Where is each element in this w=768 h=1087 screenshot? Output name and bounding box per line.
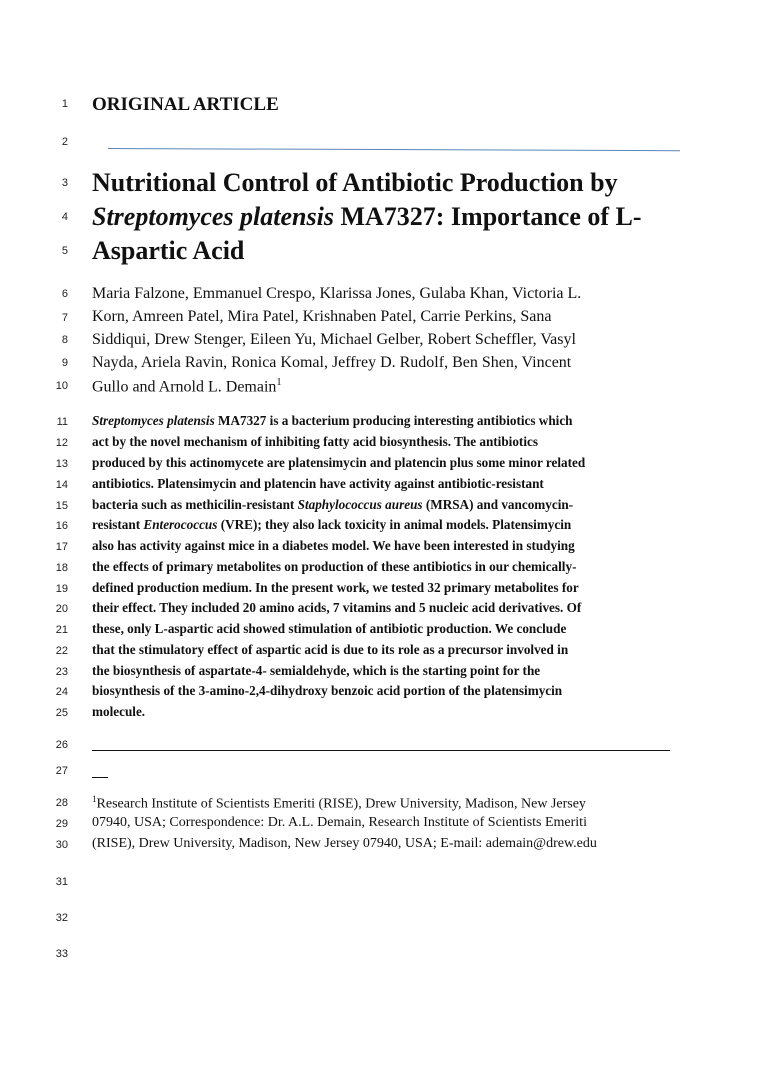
line-number: 22	[55, 645, 68, 657]
abstract-line: the effects of primary metabolites on production of these antibiotics in our chemically-	[92, 559, 577, 574]
abstract-text: bacteria such as methicilin-resistant	[92, 497, 298, 512]
abstract-line: the biosynthesis of aspartate-4- semialdehyde, which is the starting point for the	[92, 663, 541, 678]
line-number: 21	[55, 624, 68, 636]
species-name: Staphylococcus aureus	[297, 497, 423, 512]
author-line: Nayda, Ariela Ravin, Ronica Komal, Jeffrey D. Rudolf, Ben Shen, Vincent	[92, 354, 572, 371]
species-name: Streptomyces platensis	[92, 413, 215, 428]
abstract-line: produced by this actinomycete are platensimycin and platencin plus some minor related	[92, 455, 586, 470]
affiliation-text: Research Institute of Scientists Emeriti (RISE), Drew University, Madison, New Jersey	[96, 796, 586, 812]
abstract-text: (VRE); they also lack toxicity in animal models. Platensimycin	[217, 517, 572, 532]
abstract-line: also has activity against mice in a diabetes model. We have been interested in studying	[92, 538, 575, 553]
affiliation-line: (RISE), Drew University, Madison, New Jersey 07940, USA; E-mail: ademain@drew.edu	[92, 836, 597, 851]
title-line: Aspartic Acid	[92, 236, 245, 265]
article-type-header: ORIGINAL ARTICLE	[92, 94, 279, 115]
abstract-text: (MRSA) and vancomycin-	[422, 497, 574, 512]
line-number: 28	[55, 797, 68, 809]
author-line: Maria Falzone, Emmanuel Crespo, Klarissa Jones, Gulaba Khan, Victoria L.	[92, 285, 582, 302]
line-number: 33	[55, 948, 68, 960]
line-number: 5	[61, 245, 68, 257]
abstract-line: defined production medium. In the present work, we tested 32 primary metabolites for	[92, 580, 579, 595]
line-number: 29	[55, 818, 68, 830]
species-name: Enterococcus	[143, 517, 218, 532]
line-number: 12	[55, 437, 68, 449]
author-names: Gullo and Arnold L. Demain	[92, 378, 277, 396]
line-number: 4	[61, 211, 68, 223]
line-number: 15	[55, 500, 68, 512]
line-number: 30	[55, 839, 68, 851]
author-line: Siddiqui, Drew Stenger, Eileen Yu, Michael Gelber, Robert Scheffler, Vasyl	[92, 331, 576, 348]
abstract-line: their effect. They included 20 amino acids, 7 vitamins and 5 nucleic acid derivatives. Of	[92, 600, 582, 615]
abstract-line	[92, 497, 573, 513]
affiliation-line: 07940, USA; Correspondence: Dr. A.L. Demain, Research Institute of Scientists Emeriti	[92, 815, 587, 830]
affiliation-marker: 1	[276, 377, 282, 388]
abstract-line: molecule.	[92, 704, 146, 719]
line-number: 19	[55, 583, 68, 595]
abstract-line: antibiotics. Platensimycin and platencin have activity against antibiotic-resistant	[92, 476, 544, 491]
line-number: 14	[55, 479, 68, 491]
line-number: 23	[55, 666, 68, 678]
abstract-text: MA7327 is a bacterium producing interesting antibiotics which	[214, 413, 573, 428]
line-number: 31	[55, 876, 68, 888]
line-number: 6	[61, 288, 68, 300]
abstract-text: resistant	[92, 517, 144, 532]
author-line: Korn, Amreen Patel, Mira Patel, Krishnaben Patel, Carrie Perkins, Sana	[92, 308, 552, 325]
line-number: 11	[56, 416, 68, 428]
affiliation-marker: 1	[92, 794, 97, 804]
title-line: Nutritional Control of Antibiotic Production by	[92, 168, 618, 197]
author-line	[92, 377, 282, 396]
line-number: 26	[55, 739, 68, 751]
abstract-line: that the stimulatory effect of aspartic acid is due to its role as a precursor involved in	[92, 642, 569, 657]
line-number: 18	[55, 562, 68, 574]
line-number: 7	[61, 312, 68, 324]
line-number: 8	[61, 334, 68, 346]
footnote-separator-continuation	[92, 777, 108, 778]
line-number: 1	[61, 98, 68, 110]
abstract-line	[92, 413, 573, 429]
line-number: 25	[55, 707, 68, 719]
abstract-line: biosynthesis of the 3-amino-2,4-dihydroxy benzoic acid portion of the platensimycin	[92, 683, 563, 698]
footnote-separator	[92, 750, 670, 751]
line-number: 24	[55, 686, 68, 698]
affiliation-line	[92, 794, 586, 813]
line-number: 3	[61, 177, 68, 189]
line-number: 10	[55, 380, 68, 392]
line-number: 20	[55, 603, 68, 615]
title-species: Streptomyces platensis	[92, 202, 334, 231]
title-text: MA7327: Importance of L-	[333, 202, 642, 231]
line-number: 13	[55, 458, 68, 470]
line-number: 16	[55, 520, 68, 532]
line-number: 9	[61, 357, 68, 369]
line-number: 17	[55, 541, 68, 553]
line-number: 27	[55, 765, 68, 777]
header-divider	[108, 148, 680, 151]
abstract-line	[92, 517, 571, 533]
title-line	[92, 202, 642, 232]
abstract-line: these, only L-aspartic acid showed stimulation of antibiotic production. We conclude	[92, 621, 567, 636]
line-number: 32	[55, 912, 68, 924]
abstract-line: act by the novel mechanism of inhibiting fatty acid biosynthesis. The antibiotics	[92, 434, 538, 449]
line-number: 2	[61, 136, 68, 148]
